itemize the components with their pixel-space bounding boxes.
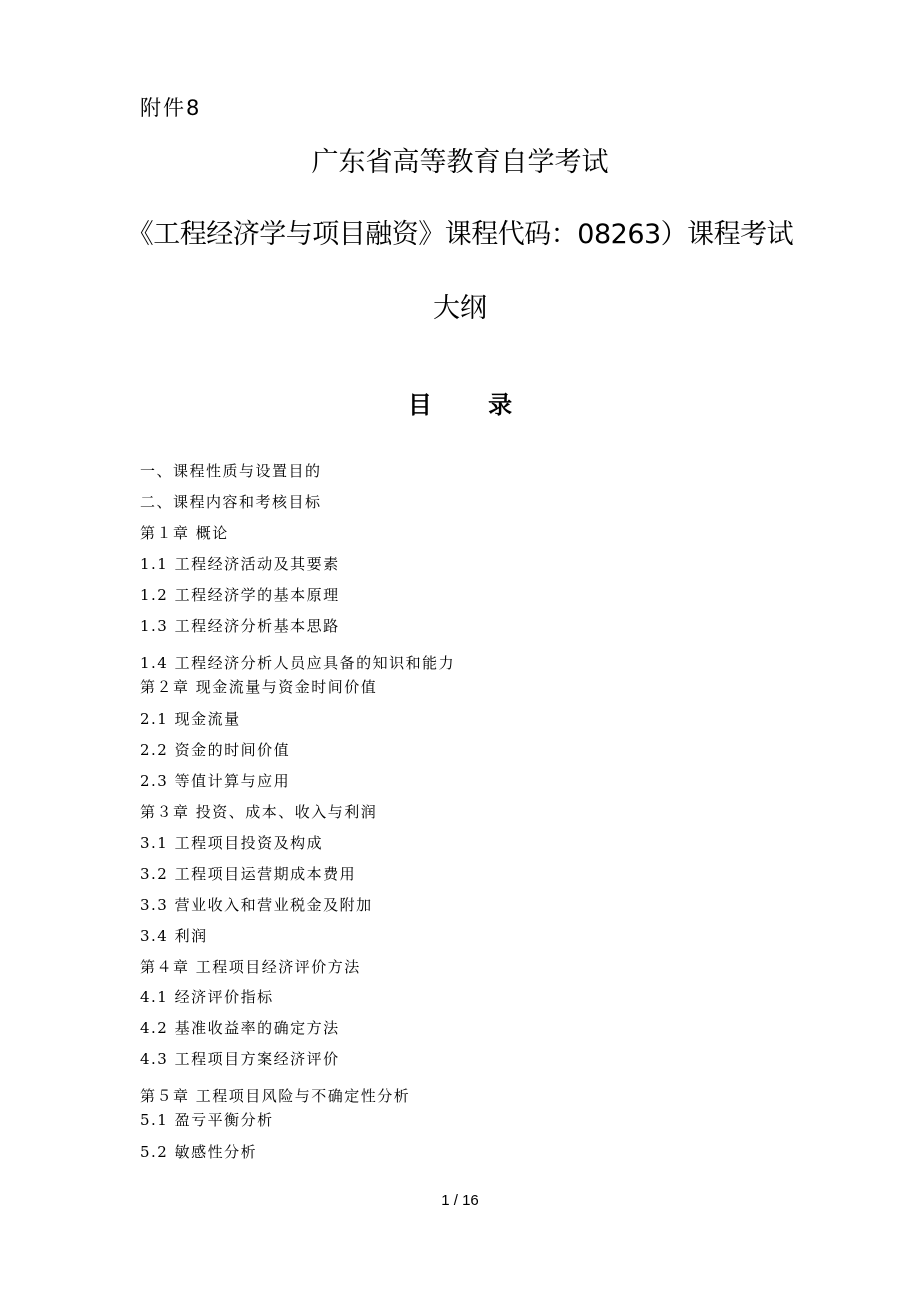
toc-heading: 目 录 bbox=[407, 391, 537, 419]
toc-item: 3.1 工程项目投资及构成 bbox=[140, 834, 324, 852]
toc-item: 4.2 基准收益率的确定方法 bbox=[140, 1019, 340, 1037]
toc-item: 第４章 工程项目经济评价方法 bbox=[140, 958, 361, 976]
toc-item: 第２章 现金流量与资金时间价值 bbox=[140, 678, 378, 696]
toc-item: 2.1 现金流量 bbox=[140, 710, 241, 728]
toc-item: 第５章 工程项目风险与不确定性分析 bbox=[140, 1087, 411, 1105]
toc-item: 1.1 工程经济活动及其要素 bbox=[140, 555, 340, 573]
toc-item: 1.2 工程经济学的基本原理 bbox=[140, 586, 340, 604]
document-title-line-1: 广东省高等教育自学考试 bbox=[311, 147, 609, 178]
annex-label: 附件8 bbox=[140, 96, 202, 120]
toc-item: 3.2 工程项目运营期成本费用 bbox=[140, 865, 357, 883]
toc-item: 二、课程内容和考核目标 bbox=[140, 493, 322, 511]
toc-item: 1.3 工程经济分析基本思路 bbox=[140, 617, 340, 635]
toc-item: 5.1 盈亏平衡分析 bbox=[140, 1111, 274, 1129]
toc-item: 1.4 工程经济分析人员应具备的知识和能力 bbox=[140, 654, 456, 672]
document-title-line-2: 《工程经济学与项目融资》课程代码：08263）课程考试 bbox=[126, 219, 794, 250]
toc-item: 4.1 经济评价指标 bbox=[140, 988, 274, 1006]
page-indicator: 1 / 16 bbox=[441, 1192, 479, 1209]
toc-item: 5.2 敏感性分析 bbox=[140, 1143, 258, 1161]
toc-item: 3.3 营业收入和营业税金及附加 bbox=[140, 896, 373, 914]
toc-item: 2.3 等值计算与应用 bbox=[140, 772, 291, 790]
toc-item: 一、课程性质与设置目的 bbox=[140, 462, 322, 480]
document-title-line-3: 大纲 bbox=[433, 293, 487, 324]
toc-item: 2.2 资金的时间价值 bbox=[140, 741, 291, 759]
toc-item: 4.3 工程项目方案经济评价 bbox=[140, 1050, 340, 1068]
toc-item: 第１章 概论 bbox=[140, 524, 229, 542]
toc-item: 3.4 利润 bbox=[140, 927, 208, 945]
toc-item: 第３章 投资、成本、收入与利润 bbox=[140, 803, 378, 821]
